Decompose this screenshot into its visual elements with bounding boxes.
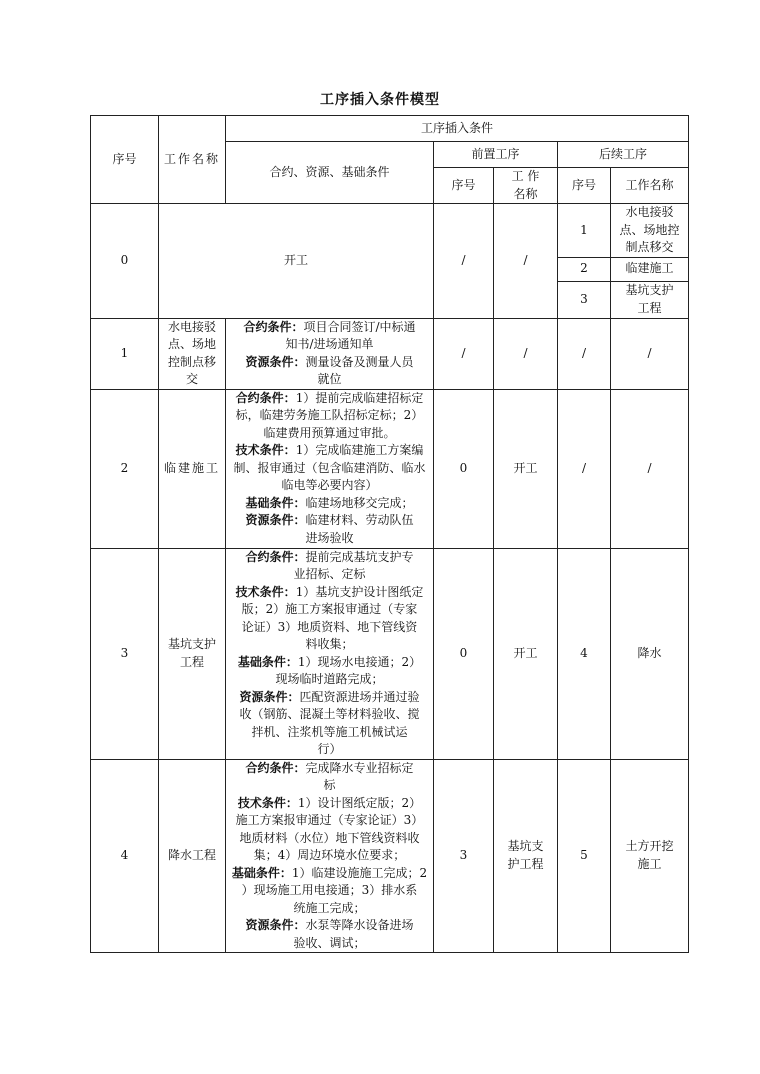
- start-cell: 开工: [159, 204, 434, 319]
- condition-line: [226, 795, 433, 813]
- header-post-process: 后续工序: [558, 142, 689, 168]
- post-name-cell: [611, 759, 689, 953]
- condition-label: 资源条件：: [245, 918, 306, 932]
- condition-line: [226, 865, 433, 883]
- condition-line: 临电等必要内容）: [281, 478, 378, 493]
- condition-line: 行）: [317, 742, 342, 756]
- pre-seq-cell: 3: [434, 759, 494, 953]
- work-name-cell: [159, 318, 226, 389]
- condition-line: 标: [323, 778, 336, 792]
- condition-line: 就位: [317, 372, 342, 386]
- condition-line: [226, 390, 433, 408]
- condition-text: 项目合同签订/中标通: [303, 319, 416, 334]
- conditions-cell: [226, 759, 434, 953]
- condition-line: [226, 760, 433, 778]
- header-pre-name-line: 工 作: [511, 169, 540, 183]
- condition-line: 收（钢筋、混凝土等材料验收、搅: [239, 707, 420, 721]
- post-name-line: 基坑支护: [625, 283, 674, 297]
- condition-line: [226, 654, 433, 672]
- post-name-line: 点、场地控: [619, 222, 680, 237]
- condition-label: 合约条件：: [245, 549, 306, 564]
- conditions-cell: [226, 389, 434, 548]
- condition-line: [226, 354, 433, 372]
- pre-seq-cell: 0: [434, 548, 494, 759]
- row-seq: 2: [91, 389, 159, 548]
- work-name-cell: 降水工程: [159, 759, 226, 953]
- header-contract-resource-basic: 合约、资源、基础条件: [226, 142, 434, 204]
- pre-seq-cell: 0: [434, 389, 494, 548]
- condition-line: 施工方案报审通过（专家论证）3）: [235, 813, 424, 827]
- condition-text: 水泵等降水设备进场: [305, 918, 414, 932]
- condition-line: 知书/进场通知单: [285, 337, 374, 351]
- pre-name-cell: /: [494, 204, 558, 319]
- condition-text: 测量设备及测量人员: [305, 354, 414, 369]
- row-seq: 4: [91, 759, 159, 953]
- condition-line: 业招标、定标: [293, 567, 366, 581]
- condition-line: [226, 549, 433, 567]
- condition-text: 1）完成临建施工方案编: [295, 443, 424, 458]
- post-seq-cell: 3: [558, 281, 611, 318]
- work-name-cell: 临建施工: [159, 389, 226, 548]
- header-post-name: 工作名称: [611, 168, 689, 204]
- header-pre-name-line: 名称: [513, 186, 538, 201]
- work-name-line: 控制点移: [167, 354, 216, 369]
- post-name-line: 水电接驳: [625, 205, 674, 219]
- post-name-cell: 降水: [611, 548, 689, 759]
- pre-seq-cell: /: [434, 204, 494, 319]
- post-name-cell: [611, 204, 689, 258]
- post-seq-cell: 1: [558, 204, 611, 258]
- pre-name-line: 护工程: [507, 856, 544, 871]
- condition-line: 验收、调试；: [293, 935, 366, 950]
- post-name-cell: 临建施工: [611, 257, 689, 281]
- pre-name-cell: /: [494, 318, 558, 389]
- condition-label: 技术条件：: [235, 443, 296, 458]
- row-seq: 3: [91, 548, 159, 759]
- condition-line: ）现场施工用电接通；3）排水系: [241, 883, 418, 897]
- condition-line: [226, 319, 433, 337]
- condition-line: 临建费用预算通过审批。: [263, 425, 396, 440]
- condition-label: 合约条件：: [245, 760, 306, 775]
- pre-name-cell: 开工: [494, 548, 558, 759]
- condition-label: 技术条件：: [237, 795, 298, 810]
- condition-label: 合约条件：: [235, 390, 296, 405]
- process-insertion-table: [90, 115, 689, 953]
- condition-label: 合约条件：: [243, 319, 304, 334]
- condition-text: 1）现场水电接通；2）: [297, 654, 422, 669]
- condition-text: 1）基坑支护设计图纸定: [295, 584, 424, 599]
- condition-line: [226, 495, 433, 513]
- document-title: 工序插入条件模型: [320, 92, 440, 108]
- condition-text: 1）临建设施施工完成；2: [291, 865, 428, 880]
- post-name-cell: /: [611, 389, 689, 548]
- condition-text: 完成降水专业招标定: [305, 760, 414, 775]
- post-name-cell: /: [611, 318, 689, 389]
- condition-label: 技术条件：: [235, 584, 296, 599]
- work-name-cell: [159, 548, 226, 759]
- condition-line: 标，临建劳务施工队招标定标；2）: [235, 408, 424, 423]
- work-name-line: 工程: [179, 654, 204, 669]
- post-seq-cell: /: [558, 389, 611, 548]
- header-seq: 序号: [91, 116, 159, 204]
- pre-name-line: 基坑支: [507, 839, 544, 854]
- condition-line: [226, 442, 433, 460]
- condition-line: [226, 917, 433, 935]
- condition-line: 统施工完成；: [293, 900, 366, 915]
- post-name-cell: [611, 281, 689, 318]
- row-seq: 0: [91, 204, 159, 319]
- conditions-cell: [226, 318, 434, 389]
- conditions-cell: [226, 548, 434, 759]
- condition-label: 资源条件：: [239, 689, 300, 704]
- condition-label: 资源条件：: [245, 354, 306, 369]
- condition-label: 基础条件：: [237, 654, 298, 669]
- condition-line: [226, 689, 433, 707]
- pre-seq-cell: /: [434, 318, 494, 389]
- header-work-name: 工作名称: [159, 116, 226, 204]
- condition-text: 匹配资源进场并通过验: [299, 689, 420, 704]
- pre-name-cell: [494, 759, 558, 953]
- post-name-line: 工程: [637, 300, 662, 315]
- header-post-seq: 序号: [558, 168, 611, 204]
- condition-text: 临建材料、劳动队伍: [305, 513, 414, 528]
- condition-label: 资源条件：: [245, 513, 306, 528]
- post-seq-cell: /: [558, 318, 611, 389]
- post-seq-cell: 5: [558, 759, 611, 953]
- post-name-line: 制点移交: [625, 240, 674, 254]
- condition-text: 1）设计图纸定版；2）: [297, 795, 422, 810]
- condition-line: 现场临时道路完成；: [275, 672, 384, 686]
- post-name-line: 施工: [637, 856, 662, 871]
- header-insert-conditions: 工序插入条件: [226, 116, 689, 142]
- condition-line: 版；2）施工方案报审通过（专家: [241, 602, 418, 616]
- work-name-line: 水电接驳: [167, 319, 216, 334]
- post-name-line: 土方开挖: [625, 839, 674, 854]
- pre-name-cell: 开工: [494, 389, 558, 548]
- work-name-line: 基坑支护: [167, 637, 216, 651]
- condition-line: 地质材料（水位）地下管线资料收: [239, 830, 420, 845]
- condition-text: 提前完成基坑支护专: [305, 549, 414, 564]
- work-name-line: 点、场地: [167, 337, 216, 351]
- condition-line: 集；4）周边环境水位要求；: [253, 848, 406, 862]
- header-pre-process: 前置工序: [434, 142, 558, 168]
- condition-line: 进场验收: [305, 530, 354, 545]
- condition-label: 基础条件：: [231, 865, 292, 880]
- header-pre-seq: 序号: [434, 168, 494, 204]
- condition-line: 拌机、注浆机等施工机械试运: [251, 724, 408, 739]
- condition-line: [226, 584, 433, 602]
- post-seq-cell: 2: [558, 257, 611, 281]
- condition-text: 1）提前完成临建招标定: [295, 390, 424, 405]
- condition-line: 制、报审通过（包含临建消防、临水: [233, 460, 426, 475]
- condition-line: [226, 512, 433, 530]
- condition-line: 料收集；: [305, 637, 354, 651]
- row-seq: 1: [91, 318, 159, 389]
- header-pre-name: [494, 168, 558, 204]
- condition-line: 论证）3）地质资料、地下管线资: [241, 619, 418, 634]
- work-name-line: 交: [185, 372, 198, 386]
- condition-text: 临建场地移交完成；: [305, 495, 414, 510]
- condition-label: 基础条件：: [245, 495, 306, 510]
- post-seq-cell: 4: [558, 548, 611, 759]
